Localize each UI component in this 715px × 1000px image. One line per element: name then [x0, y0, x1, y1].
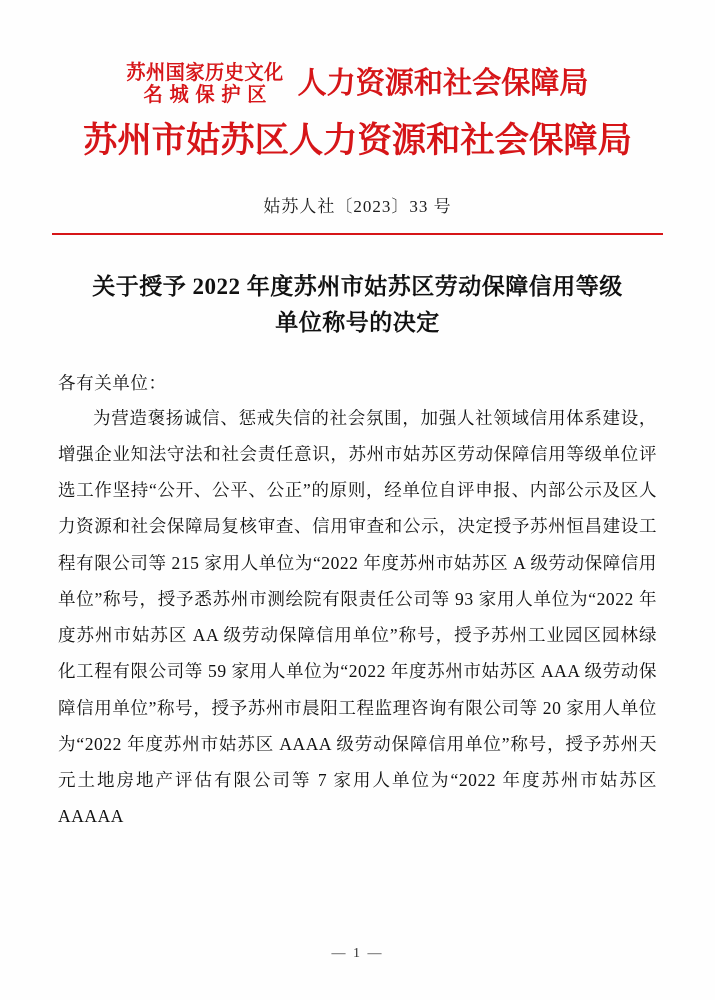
letterhead-prefix-line-1: 苏州国家历史文化: [125, 62, 284, 84]
body-paragraph: 为营造褒扬诚信、惩戒失信的社会氛围，加强人社领域信用体系建设，增强企业知法守法和社会责任意识，苏州市姑苏区劳动保障信用等级单位评选工作坚持“公开、公平、公正”的原则，经单位自评申报、内部公示及区人力资源和社会保障局复核审查、信用审查和公示，决定授予苏州恒昌建设工程有限公司等 215 家用人单位为“2022 年度苏州市姑苏区 A 级劳动保障信用单位”称号，授予悉苏州市测绘院有限责任公司等 93 家用人单位为“2022 年度苏州市姑苏区 AA 级劳动保障信用单位”称号，授予苏州工业园区园林绿化工程有限公司等 59 家用人单位为“2022 年度苏州市姑苏区 AAA 级劳动保障信用单位”称号，授予苏州市晨阳工程监理咨询有限公司等 20 家用人单位为“2022 年度苏州市姑苏区 AAAA 级劳动保障信用单位”称号，授予苏州天元土地房地产评估有限公司等 7 家用人单位为“2022 年度苏州市姑苏区 AAAAA: [58, 407, 657, 827]
document-number: 姑苏人社〔2023〕33 号: [263, 196, 452, 216]
page-title: 关于授予 2022 年度苏州市姑苏区劳动保障信用等级单位称号的决定: [92, 274, 623, 335]
page-number-footer: — 1 —: [331, 946, 384, 961]
document-body: [58, 367, 657, 835]
letterhead-line-1: [0, 62, 715, 107]
red-divider-rule: [52, 233, 663, 236]
letterhead-prefix-line-2: 名城保护区: [143, 84, 273, 107]
letterhead-agency-prefix: [126, 62, 283, 107]
salutation: 各有关单位：: [58, 372, 167, 393]
letterhead: [0, 0, 715, 158]
letterhead-main-title: 人力资源和社会保障局: [297, 67, 588, 101]
letterhead-secondary-title: 苏州市姑苏区人力资源和社会保障局: [83, 120, 632, 160]
